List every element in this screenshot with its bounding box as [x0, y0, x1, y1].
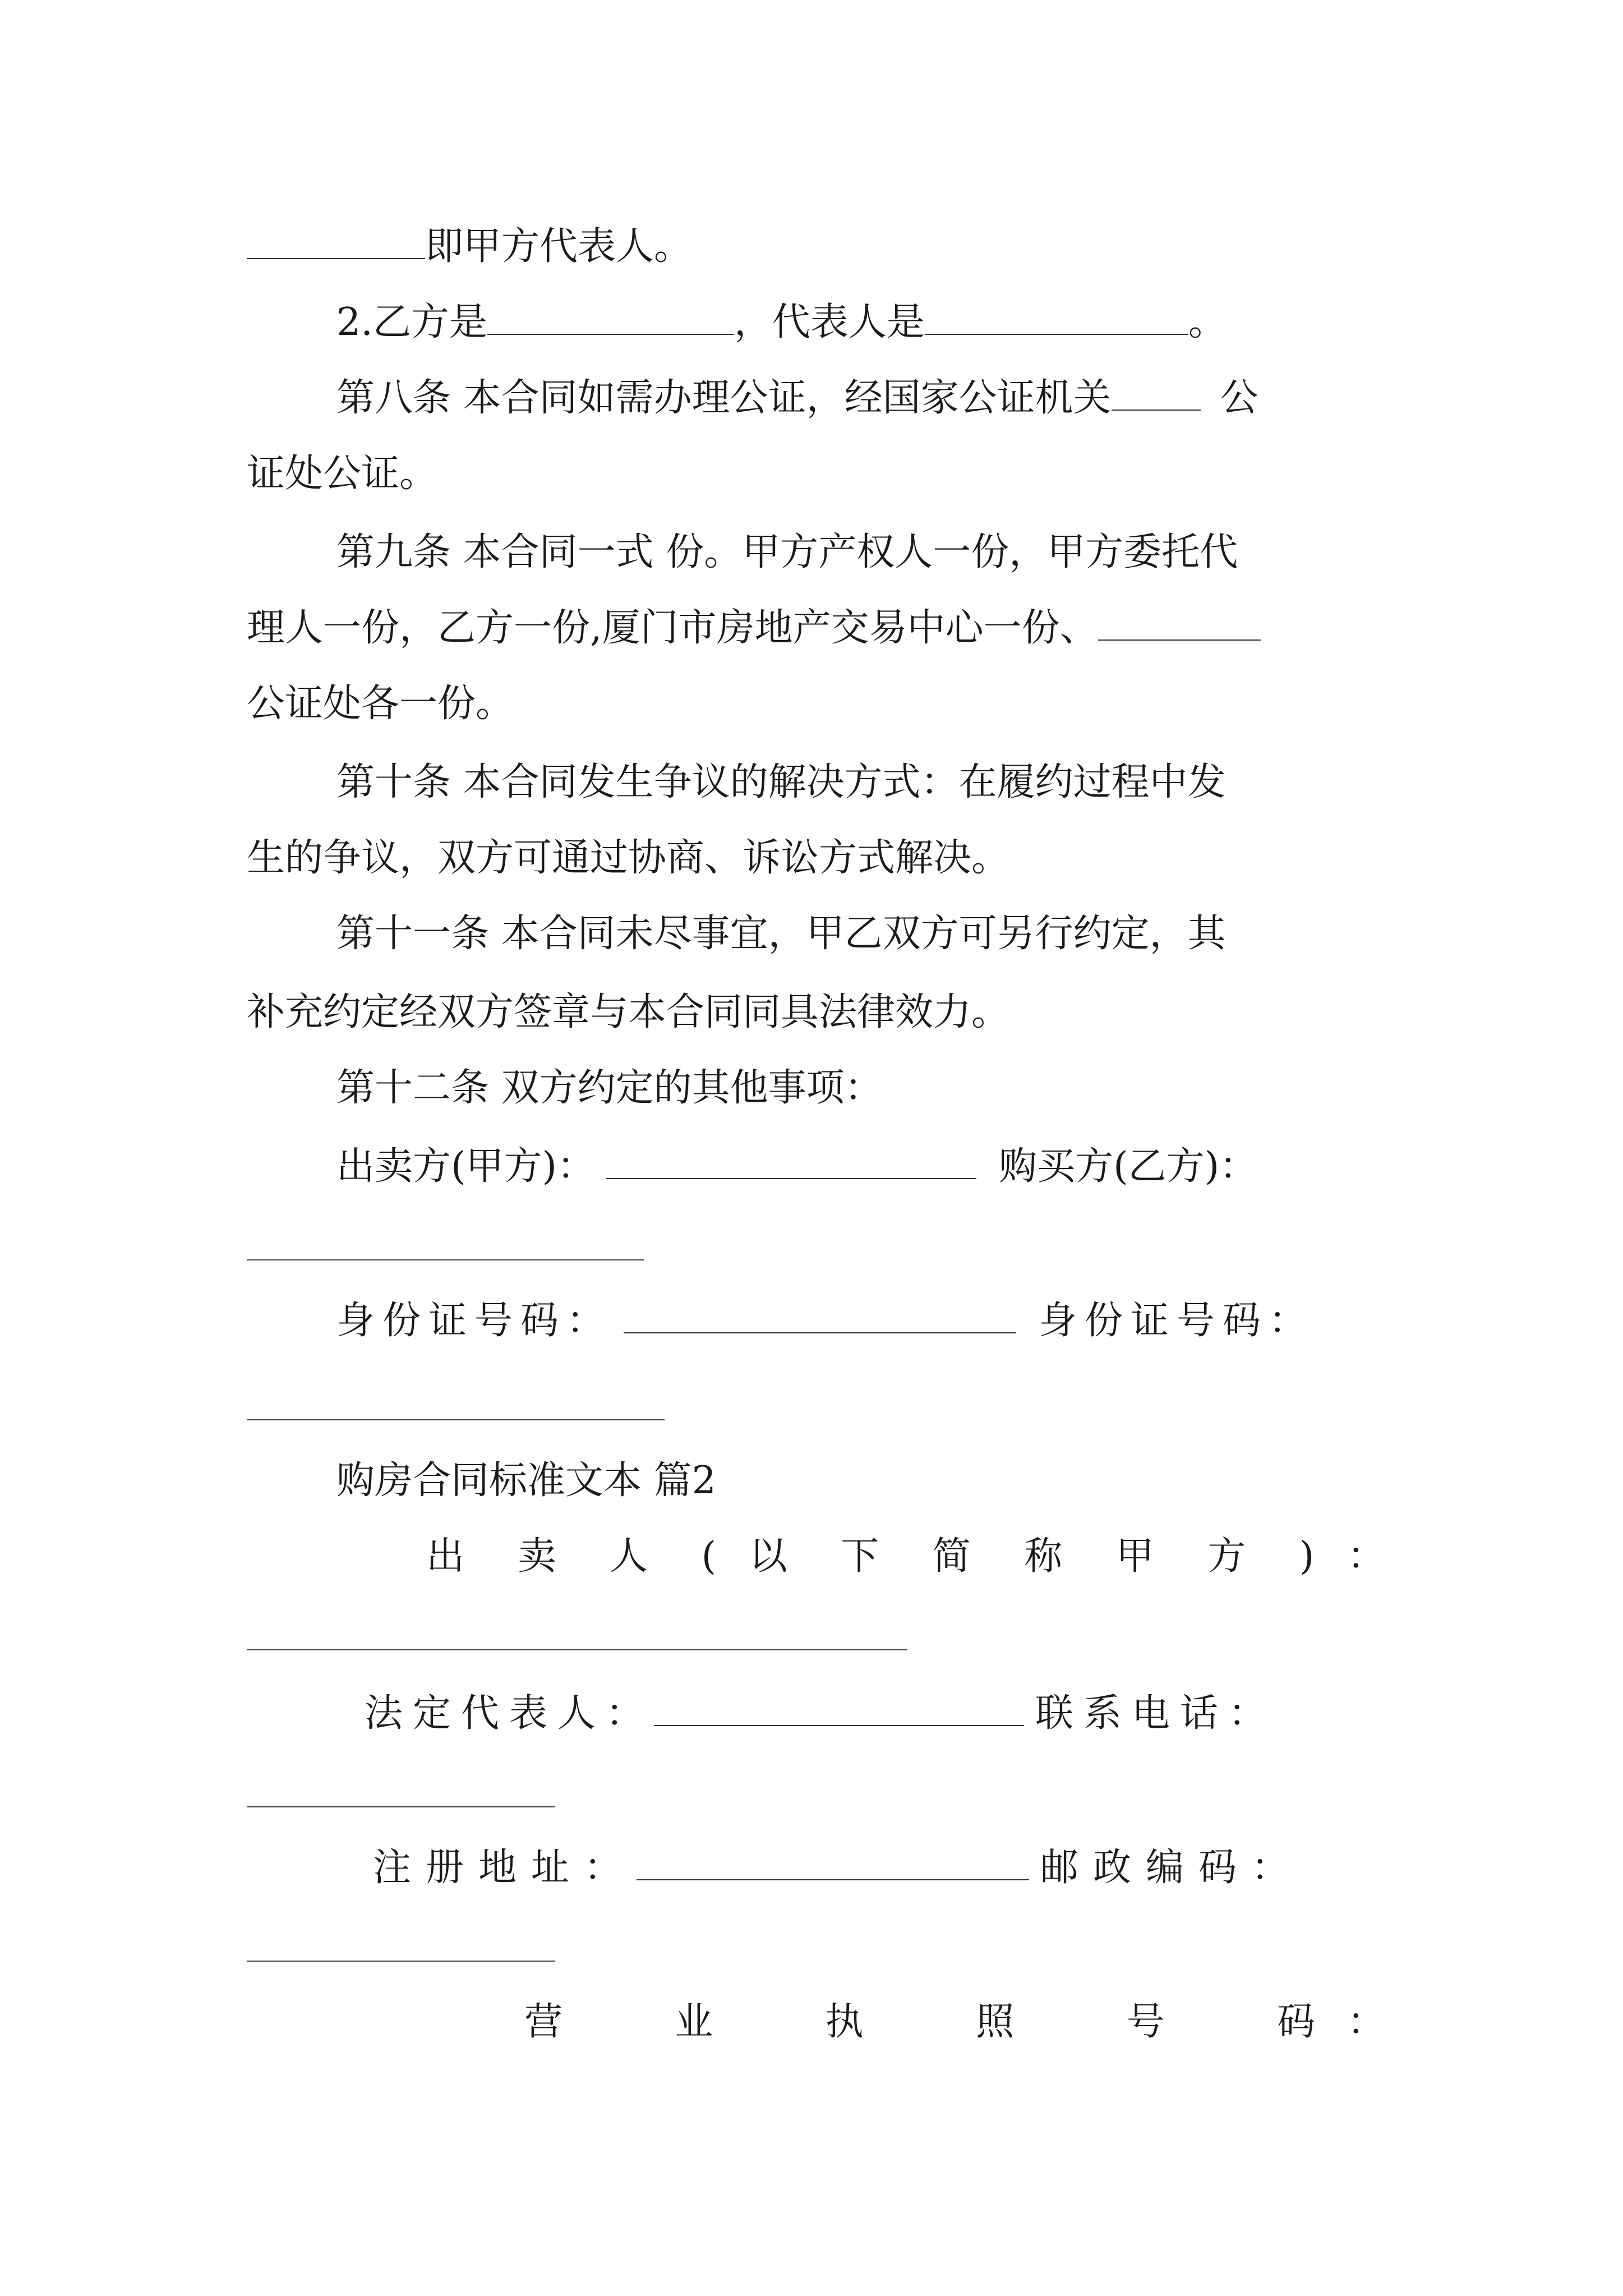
label-address: 注册地址： [373, 1846, 637, 1890]
line-4: 证处公证。 [247, 452, 438, 496]
line-11: 补充约定经双方签章与本合同同具法律效力。 [247, 990, 1010, 1034]
blank-buyer[interactable] [247, 1259, 644, 1260]
blank-seller[interactable] [606, 1143, 976, 1179]
line-14 [336, 1293, 1385, 1349]
line-1 [247, 219, 1385, 275]
text-colon: ： [1347, 2000, 1385, 2044]
line-2 [336, 295, 1385, 351]
blank-address[interactable] [637, 1844, 1029, 1880]
line-12: 第十二条 双方约定的其他事项： [336, 1066, 883, 1110]
blank-legal-rep[interactable] [654, 1690, 1024, 1726]
blank-seller-name[interactable] [247, 1649, 907, 1650]
text-party-b: 2.乙方是 [336, 300, 487, 344]
line-6 [247, 600, 1385, 656]
text-public: 公 [1220, 376, 1258, 420]
line-19 [524, 1994, 1385, 2050]
text-representative-is: ，代表人是 [734, 300, 925, 344]
line-15-heading: 购房合同标准文本 篇2 [336, 1458, 716, 1503]
label-seller-id: 身份证号码： [336, 1299, 613, 1343]
text-article-8: 第八条 本合同如需办理公证，经国家公证机关 [336, 376, 1112, 420]
label-phone: 联系电话： [1035, 1691, 1277, 1736]
line-9: 生的争议，双方可通过协商、诉讼方式解决。 [247, 836, 1010, 880]
line-5: 第九条 本合同一式 份。甲方产权人一份，甲方委托代 [336, 530, 1238, 574]
line-7: 公证处各一份。 [247, 682, 514, 726]
line-17 [365, 1686, 1385, 1742]
blank-postcode[interactable] [247, 1961, 555, 1962]
text-copies: 理人一份，乙方一份,厦门市房地产交易中心一份、 [247, 606, 1098, 650]
line-18 [373, 1840, 1385, 1896]
label-seller: 出卖方(甲方)： [336, 1144, 596, 1189]
blank-notary[interactable] [1112, 375, 1201, 411]
blank-copy-holder[interactable] [1098, 605, 1261, 641]
label-license: 营 业 执 照 号 码 [524, 2000, 1315, 2044]
text-representative: 即甲方代表人。 [425, 224, 693, 269]
text-period: 。 [1188, 300, 1227, 344]
line-16 [426, 1529, 1385, 1585]
blank-buyer-id[interactable] [247, 1419, 665, 1420]
label-legal-rep: 法定代表人： [365, 1691, 654, 1736]
line-10: 第十一条 本合同未尽事宜，甲乙双方可另行约定，其 [336, 912, 1226, 956]
label-buyer: 购买方(乙方)： [999, 1144, 1258, 1189]
line-3 [336, 370, 1385, 426]
blank-party-b-representative[interactable] [925, 299, 1188, 335]
line-13 [336, 1139, 1385, 1195]
line-8: 第十条 本合同发生争议的解决方式：在履约过程中发 [336, 760, 1226, 804]
label-buyer-id: 身份证号码： [1039, 1299, 1315, 1343]
blank-phone[interactable] [247, 1806, 555, 1807]
label-seller-party-a: 出 卖 人 ( 以 下 简 称 甲 方 ) ： [426, 1534, 1385, 1579]
blank-field[interactable] [247, 223, 425, 259]
label-postcode: 邮政编码： [1040, 1846, 1304, 1890]
blank-seller-id[interactable] [624, 1297, 1016, 1333]
blank-party-b[interactable] [487, 299, 734, 335]
